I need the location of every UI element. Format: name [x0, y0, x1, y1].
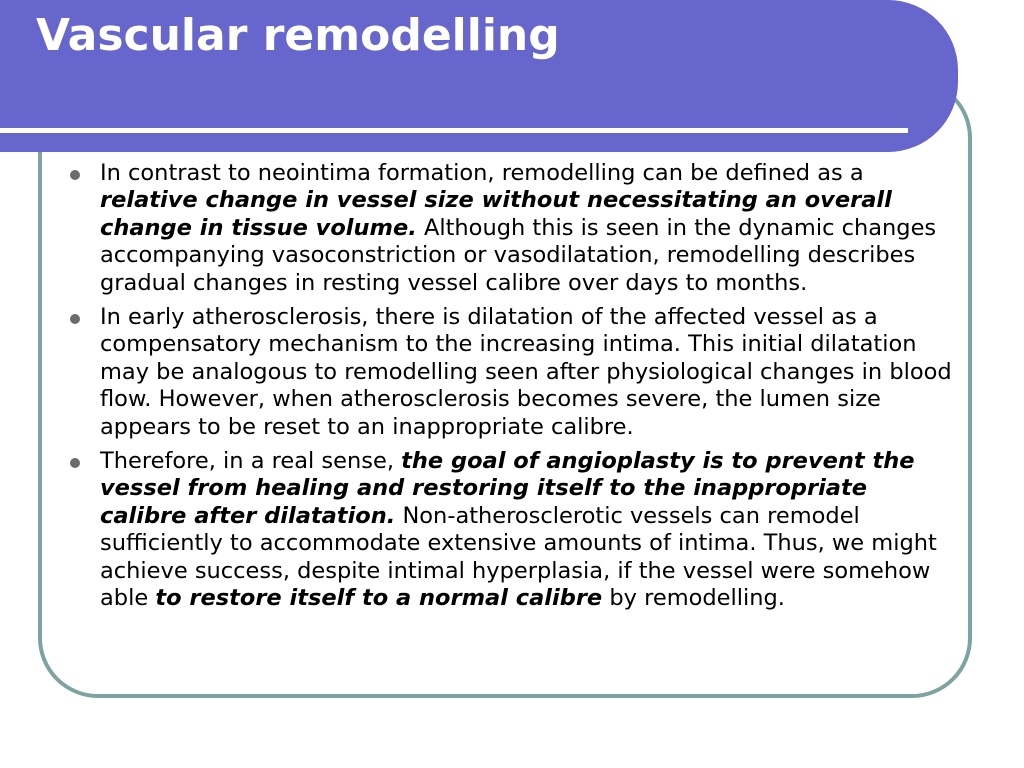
bullet-3-emphasis-a: the goal of angioplasty is to prevent the vessel from healing and restoring itself to the inappropriate calibre after dilatation. [100, 448, 915, 529]
bullet-3-text-b: Non-atherosclerotic vessels can remodel sufficiently to accommodate extensive amounts of intima. Thus, we might achieve success, despite intimal hyperplasia, if the vessel were somehow able [100, 502, 937, 612]
title-band [0, 0, 958, 152]
bullet-item-3 [70, 448, 960, 612]
bullet-3-text-a: Therefore, in a real sense, [100, 448, 402, 475]
title-underline [0, 128, 908, 133]
bullet-dot-icon [70, 170, 80, 180]
slide-body [70, 160, 960, 620]
bullet-1-emphasis: relative change in vessel size without necessitating an overall change in tissue volume. [100, 187, 892, 241]
bullet-item-2 [70, 304, 960, 441]
bullet-dot-icon [70, 314, 80, 324]
bullet-3-text-c: by remodelling. [602, 585, 785, 612]
bullet-dot-icon [70, 458, 80, 468]
bullet-1-text-a: In contrast to neointima formation, remodelling can be defined as a [100, 160, 864, 186]
bullet-list [70, 160, 960, 613]
bullet-1-text-b: Although this is seen in the dynamic changes accompanying vasoconstriction or vasodilatation, remodelling describes gradual changes in resting vessel calibre over days to months. [100, 214, 937, 296]
bullet-item-1 [70, 160, 960, 297]
bullet-2-text: In early atherosclerosis, there is dilatation of the affected vessel as a compensatory mechanism to the increasing intima. This initial dilatation may be analogous to remodelling seen after physiological changes in blood flow. However, when atherosclerosis becomes severe, the lumen size appears to be reset to an inappropriate calibre. [100, 304, 952, 440]
slide-title: Vascular remodelling [36, 10, 560, 61]
bullet-3-emphasis-b: to restore itself to a normal calibre [155, 585, 603, 612]
